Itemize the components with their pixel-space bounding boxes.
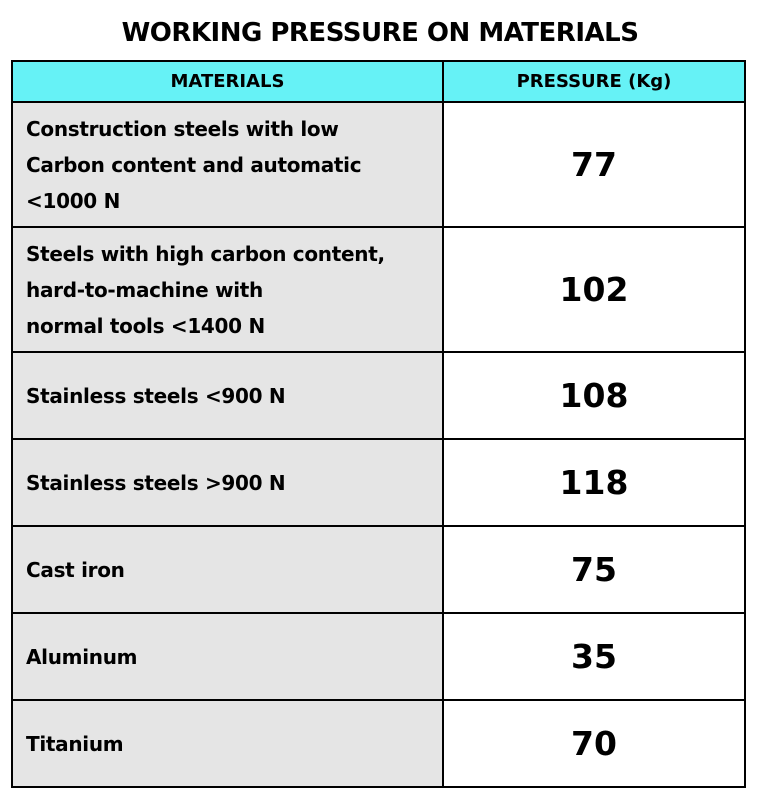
- pressure-value: 102: [443, 227, 745, 352]
- material-text: Steels with high carbon content,: [26, 241, 385, 266]
- material-cell: [12, 613, 443, 700]
- table-row: [12, 526, 745, 613]
- material-cell: [12, 526, 443, 613]
- material-cell: [12, 439, 443, 526]
- header-materials: MATERIALS: [12, 61, 443, 102]
- table-title: WORKING PRESSURE ON MATERIALS: [121, 18, 639, 48]
- pressure-value: 35: [443, 613, 745, 700]
- pressure-value: 70: [443, 700, 745, 787]
- table-row: [12, 700, 745, 787]
- header-pressure: PRESSURE (Kg): [443, 61, 745, 102]
- material-text: normal tools <1400 N: [26, 313, 265, 338]
- pressure-value: 75: [443, 526, 745, 613]
- header-row: [12, 61, 745, 102]
- pressure-value: 77: [443, 102, 745, 227]
- material-text: Titanium: [26, 731, 124, 756]
- material-cell: [12, 227, 443, 352]
- table-row: [12, 439, 745, 526]
- table-row: [12, 227, 745, 352]
- material-cell: [12, 700, 443, 787]
- table-row: [12, 613, 745, 700]
- material-text: hard-to-machine with: [26, 277, 263, 302]
- table-row: [12, 352, 745, 439]
- material-text: Stainless steels <900 N: [26, 383, 286, 408]
- material-text: Construction steels with low: [26, 116, 339, 141]
- pressure-value: 118: [443, 439, 745, 526]
- material-text: Cast iron: [26, 557, 125, 582]
- material-cell: [12, 102, 443, 227]
- material-text: Stainless steels >900 N: [26, 470, 286, 495]
- material-text: <1000 N: [26, 188, 121, 213]
- pressure-value: 108: [443, 352, 745, 439]
- material-text: Carbon content and automatic: [26, 152, 362, 177]
- material-cell: [12, 352, 443, 439]
- table-row: [12, 102, 745, 227]
- pressure-table: [11, 60, 746, 788]
- material-text: Aluminum: [26, 644, 138, 669]
